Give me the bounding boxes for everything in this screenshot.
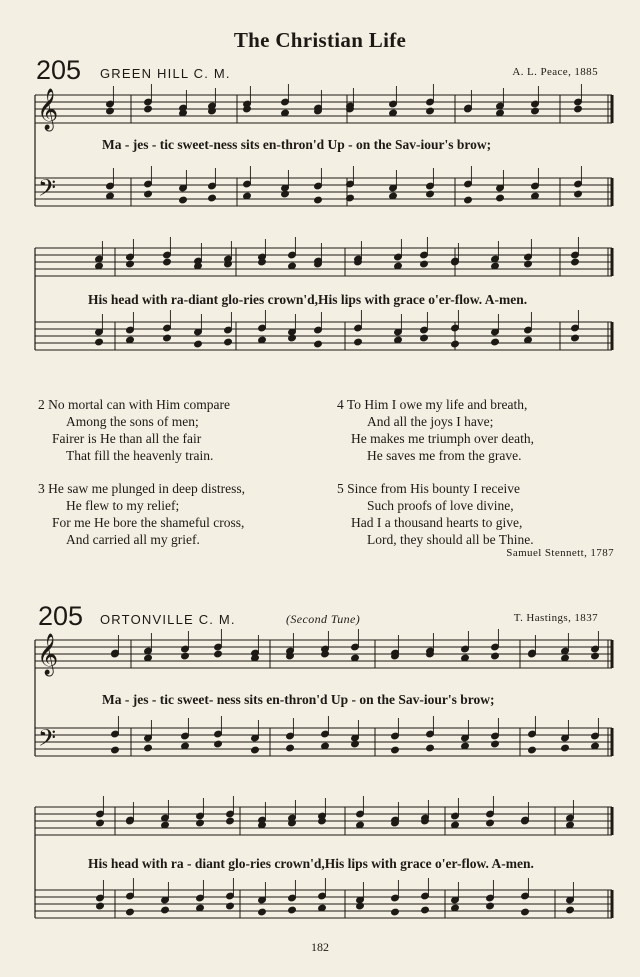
- second-tune-label: (Second Tune): [286, 612, 361, 626]
- note-head: [126, 260, 135, 268]
- verse-line: Such proofs of love divine,: [367, 498, 514, 513]
- tune-name: ORTONVILLE C. M.: [100, 612, 236, 627]
- note-head: [356, 902, 365, 910]
- text-author: Samuel Stennett, 1787: [506, 547, 614, 559]
- verse-4: [337, 396, 534, 464]
- verse-number: 5: [337, 481, 344, 496]
- note-head: [426, 190, 435, 198]
- note-head: [496, 194, 505, 202]
- note-head: [426, 107, 435, 115]
- hymn-number: 205: [36, 55, 82, 85]
- bass-clef-icon: 𝄢: [38, 724, 57, 757]
- verse-line: No mortal can with Him compare: [48, 397, 230, 412]
- note-head: [574, 105, 583, 113]
- note-head: [491, 740, 500, 748]
- verse-number: 4: [337, 397, 344, 412]
- note-head: [194, 340, 203, 348]
- note-head: [314, 340, 323, 348]
- treble-clef-icon: 𝄞: [37, 89, 59, 130]
- note-head: [208, 194, 217, 202]
- verse-line: And carried all my grief.: [66, 532, 200, 547]
- note-head: [95, 338, 104, 346]
- verse-line: To Him I owe my life and breath,: [346, 397, 528, 412]
- note-head: [111, 746, 120, 754]
- note-head: [426, 744, 435, 752]
- note-head: [286, 744, 295, 752]
- note-head: [571, 258, 580, 266]
- note-head: [391, 908, 400, 916]
- note-head: [163, 334, 172, 342]
- note-head: [421, 906, 430, 914]
- note-head: [314, 196, 323, 204]
- hymn-number: 205: [38, 601, 84, 631]
- note-head: [251, 746, 260, 754]
- note-head: [571, 334, 580, 342]
- note-head: [144, 744, 153, 752]
- page-number: 182: [311, 940, 329, 954]
- note-head: [179, 196, 188, 204]
- note-head: [354, 338, 363, 346]
- note-head: [226, 902, 235, 910]
- verse-line: Among the sons of men;: [66, 414, 199, 429]
- verse-line: Lord, they should all be Thine.: [367, 532, 534, 547]
- note-head: [491, 652, 500, 660]
- note-head: [566, 906, 575, 914]
- lyric-line: Ma - jes - tic sweet- ness sits en-thron'd Up - on the Sav-iour's brow;: [102, 692, 495, 707]
- note-head: [181, 652, 190, 660]
- section-title: The Christian Life: [233, 28, 407, 52]
- note-head: [521, 908, 530, 916]
- note-head: [224, 338, 233, 346]
- lyric-line: Ma - jes - tic sweet-ness sits en-thron'd Up - on the Sav-iour's brow;: [102, 137, 492, 152]
- verse-line: Fairer is He than all the fair: [52, 431, 202, 446]
- bass-clef-icon: 𝄢: [38, 174, 57, 207]
- note-head: [451, 340, 460, 348]
- note-head: [214, 740, 223, 748]
- note-head: [420, 334, 429, 342]
- note-head: [420, 260, 429, 268]
- note-head: [226, 817, 235, 825]
- verse-line: Since from His bounty I receive: [347, 481, 520, 496]
- note-head: [126, 908, 135, 916]
- lyric-line: His head with ra-diant glo-ries crown'd,His lips with grace o'er-flow. A-men.: [88, 292, 528, 307]
- note-head: [391, 746, 400, 754]
- verse-number: 3: [38, 481, 45, 496]
- note-head: [524, 260, 533, 268]
- verse-5: [337, 480, 534, 548]
- verse-line: He saw me plunged in deep distress,: [48, 481, 245, 496]
- verse-3: [38, 480, 245, 548]
- note-head: [144, 190, 153, 198]
- note-head: [96, 902, 105, 910]
- tune-name: GREEN HILL C. M.: [100, 66, 231, 81]
- composer-credit: A. L. Peace, 1885: [512, 66, 598, 78]
- note-head: [214, 650, 223, 658]
- note-head: [161, 906, 170, 914]
- note-head: [591, 652, 600, 660]
- note-head: [561, 744, 570, 752]
- verse-2: [38, 396, 230, 464]
- verse-line: And all the joys I have;: [367, 414, 494, 429]
- note-head: [574, 190, 583, 198]
- note-head: [531, 107, 540, 115]
- note-head: [491, 338, 500, 346]
- composer-credit: T. Hastings, 1837: [513, 612, 598, 624]
- note-head: [288, 334, 297, 342]
- verse-number: 2: [38, 397, 45, 412]
- note-head: [196, 819, 205, 827]
- verse-line: Had I a thousand hearts to give,: [351, 515, 523, 530]
- note-head: [106, 107, 115, 115]
- verse-line: He saves me from the grave.: [367, 448, 522, 463]
- treble-clef-icon: 𝄞: [37, 634, 59, 675]
- verse-line: He makes me triumph over death,: [351, 431, 534, 446]
- note-head: [281, 190, 290, 198]
- verse-line: That fill the heavenly train.: [66, 448, 214, 463]
- note-head: [258, 908, 267, 916]
- note-head: [464, 196, 473, 204]
- note-head: [96, 819, 105, 827]
- note-head: [288, 906, 297, 914]
- verse-line: For me He bore the shameful cross,: [52, 515, 245, 530]
- note-head: [486, 902, 495, 910]
- note-head: [144, 105, 153, 113]
- note-head: [163, 258, 172, 266]
- note-head: [486, 819, 495, 827]
- note-head: [351, 740, 360, 748]
- note-head: [528, 746, 537, 754]
- verse-line: He flew to my relief;: [66, 498, 180, 513]
- lyric-line: His head with ra - diant glo-ries crown'd,His lips with grace o'er-flow. A-men.: [88, 856, 534, 871]
